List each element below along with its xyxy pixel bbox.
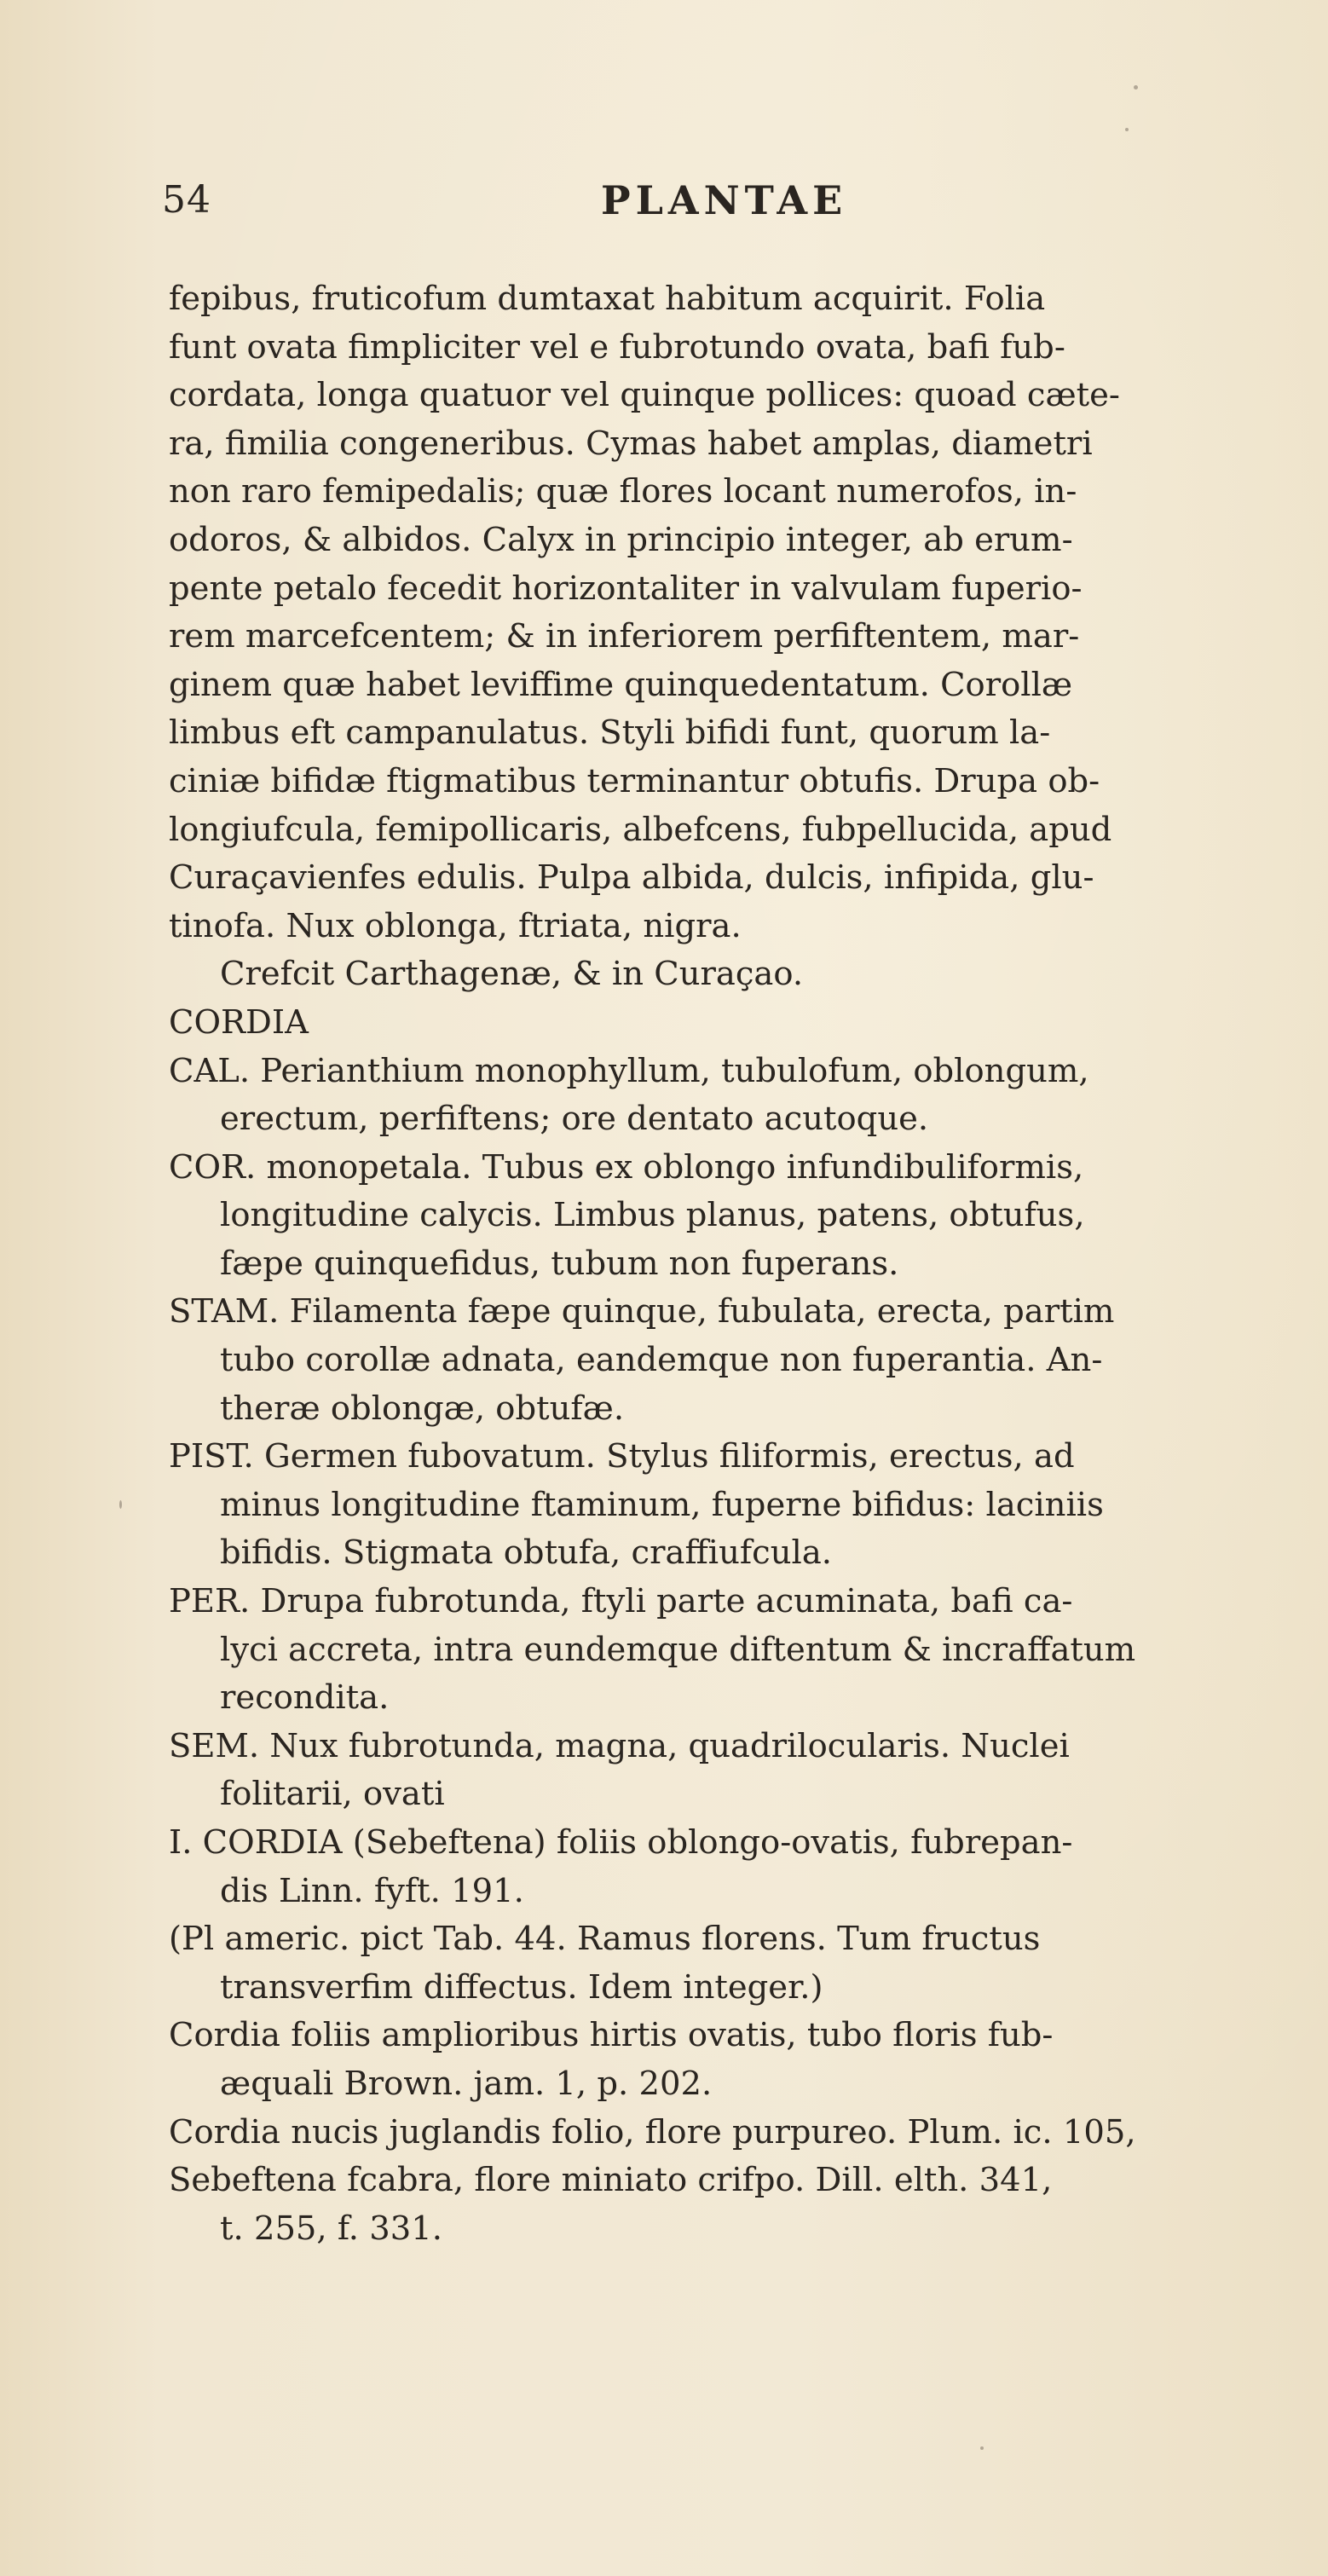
- text-line: PIST. Germen fubovatum. Stylus filiformis, erectus, ad: [169, 1437, 1075, 1476]
- text-line: ginem quæ habet leviffime quinquedentatum. Corollæ: [169, 665, 1073, 704]
- text-line: Sebeftena fcabra, flore miniato crifpo. Dill. elth. 341,: [169, 2161, 1053, 2200]
- text-line: æquali Brown. jam. 1, p. 202.: [220, 2064, 713, 2103]
- paper-speck: [119, 1500, 122, 1509]
- text-line: dis Linn. fyft. 191.: [220, 1871, 524, 1910]
- text-line: odoros, & albidos. Calyx in principio integer, ab erum-: [169, 520, 1073, 559]
- text-line: STAM. Filamenta fæpe quinque, fubulata, erecta, partim: [169, 1292, 1115, 1331]
- text-line: longiufcula, femipollicaris, albefcens, fubpellucida, apud: [169, 810, 1112, 849]
- text-line: bifidis. Stigmata obtufa, craffiufcula.: [220, 1533, 833, 1573]
- page-number: 54: [162, 178, 211, 222]
- text-line: fæpe quinquefidus, tubum non fuperans.: [220, 1244, 899, 1283]
- text-line: (Pl americ. pict Tab. 44. Ramus florens. Tum fructus: [169, 1920, 1041, 1959]
- text-line: theræ oblongæ, obtufæ.: [220, 1389, 625, 1428]
- text-line: fepibus, fruticofum dumtaxat habitum acquirit. Folia: [169, 280, 1046, 318]
- text-line: tinofa. Nux oblonga, ftriata, nigra.: [169, 906, 742, 945]
- text-line: non raro femipedalis; quæ flores locant numerofos, in-: [169, 472, 1077, 511]
- text-line: minus longitudine ftaminum, fuperne bifidus: laciniis: [220, 1485, 1104, 1524]
- text-line: tubo corollæ adnata, eandemque non fuperantia. An-: [220, 1341, 1103, 1380]
- running-head: PLANTAE: [601, 177, 848, 223]
- text-line: COR. monopetala. Tubus ex oblongo infundibuliformis,: [169, 1147, 1084, 1187]
- text-line: Curaçavienfes edulis. Pulpa albida, dulcis, infipida, glu-: [169, 858, 1094, 898]
- text-line: cordata, longa quatuor vel quinque pollices: quoad cæte-: [169, 376, 1120, 415]
- text-line: t. 255, f. 331.: [220, 2209, 442, 2248]
- text-line: folitarii, ovati: [220, 1775, 445, 1814]
- text-line: recondita.: [220, 1678, 390, 1718]
- body-text: [169, 275, 1311, 2253]
- text-line: PER. Drupa fubrotunda, ftyli parte acuminata, bafi ca-: [169, 1582, 1073, 1621]
- text-line: pente petalo fecedit horizontaliter in valvulam fuperio-: [169, 569, 1083, 608]
- species-entry: I. CORDIA (Sebeftena) foliis oblongo-ovatis, fubrepan-: [169, 1823, 1073, 1862]
- text-line: limbus eft campanulatus. Styli bifidi funt, quorum la-: [169, 713, 1051, 753]
- paper-speck: [1134, 85, 1138, 90]
- text-line: funt ovata fimpliciter vel e fubrotundo ovata, bafi fub-: [169, 327, 1065, 367]
- text-line: longitudine calycis. Limbus planus, patens, obtufus,: [220, 1196, 1085, 1235]
- text-line: ra, fimilia congeneribus. Cymas habet amplas, diametri: [169, 424, 1093, 463]
- genus-heading: CORDIA: [169, 1002, 309, 1042]
- page-header: [0, 175, 1328, 226]
- text-line: erectum, perfiftens; ore dentato acutoque.: [220, 1100, 929, 1139]
- text-line: ciniæ bifidæ ftigmatibus terminantur obtufis. Drupa ob-: [169, 761, 1100, 800]
- text-line: CAL. Perianthium monophyllum, tubulofum, oblongum,: [169, 1051, 1089, 1090]
- text-line: SEM. Nux fubrotunda, magna, quadrilocularis. Nuclei: [169, 1726, 1070, 1765]
- text-line: Cordia foliis amplioribus hirtis ovatis, tubo floris fub-: [169, 2016, 1054, 2055]
- text-line: Cordia nucis juglandis folio, flore purpureo. Plum. ic. 105,: [169, 2112, 1136, 2151]
- text-line: lyci accreta, intra eundemque diftentum & incraffatum: [220, 1630, 1136, 1669]
- text-line: transverfim diffectus. Idem integer.): [220, 1967, 823, 2007]
- text-line: Crefcit Carthagenæ, & in Curaçao.: [220, 955, 804, 994]
- paper-speck: [1125, 128, 1129, 131]
- paper-speck: [980, 2446, 984, 2450]
- text-line: rem marcefcentem; & in inferiorem perfiftentem, mar-: [169, 617, 1080, 656]
